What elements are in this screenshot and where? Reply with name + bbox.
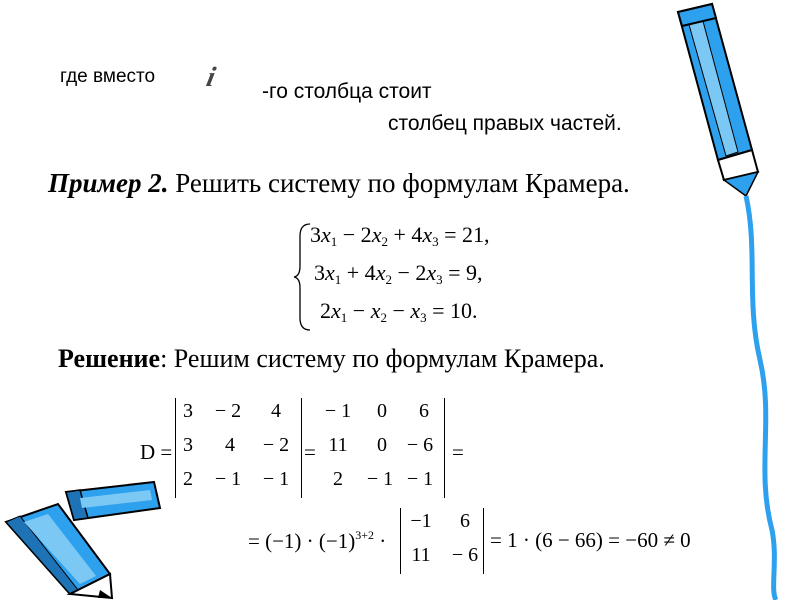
m1-cell: 3 bbox=[183, 400, 193, 422]
example-heading bbox=[48, 168, 630, 199]
equals-sign: = bbox=[304, 440, 316, 464]
m1-cell: 3 bbox=[183, 434, 193, 456]
solution-heading bbox=[58, 344, 605, 374]
equation-2: $3x_1 + 4x_2 - 2x_3 = 9$, bbox=[314, 260, 483, 287]
equation-3: $2x_1 - x_2 - x_3 = 10$. bbox=[320, 298, 478, 325]
equals-sign-2: = bbox=[452, 440, 464, 464]
intro-line2: столбец правых частей. bbox=[388, 112, 622, 135]
m1-cell: − 2 bbox=[214, 400, 242, 422]
example-text: Решить систему по формулам Крамера. bbox=[168, 168, 630, 198]
m3-cell: −1 bbox=[410, 510, 432, 532]
m2-cell: − 1 bbox=[366, 468, 394, 490]
intro-line1-part1: где вместо bbox=[60, 66, 156, 87]
solution-text: : Решим систему по формулам Крамера. bbox=[160, 344, 605, 373]
m1-cell: − 1 bbox=[214, 468, 242, 490]
m2-cell: 0 bbox=[377, 434, 387, 456]
m3-cell: − 6 bbox=[451, 544, 479, 566]
equation-1: $3x_1 - 2x_2 + 4x_3 = 21$, bbox=[310, 222, 490, 249]
m2-cell: 2 bbox=[333, 468, 343, 490]
m2-cell: 6 bbox=[419, 400, 429, 422]
m2-cell: − 6 bbox=[406, 434, 434, 456]
matrix-1 bbox=[175, 398, 302, 498]
m2-cell: 0 bbox=[377, 400, 387, 422]
solution-label: Решение bbox=[58, 344, 161, 373]
m2-cell: 11 bbox=[328, 434, 348, 456]
pencil-icon bbox=[660, 0, 800, 600]
line2-suffix: = 1 · (6 − 66) = −60 ≠ 0 bbox=[490, 528, 691, 552]
m3-cell: 11 bbox=[411, 544, 431, 566]
m1-cell: − 1 bbox=[262, 468, 290, 490]
m1-cell: 4 bbox=[225, 434, 235, 456]
m1-cell: 2 bbox=[183, 468, 193, 490]
m2-cell: − 1 bbox=[406, 468, 434, 490]
determinant-label: D = bbox=[140, 440, 173, 464]
m2-cell: − 1 bbox=[324, 400, 352, 422]
intro-line1-part2: -го столбца стоит bbox=[262, 80, 432, 103]
m3-cell: 6 bbox=[460, 510, 470, 532]
index-symbol: i bbox=[203, 62, 219, 93]
matrix-2 bbox=[318, 398, 445, 498]
pencils-icon bbox=[0, 478, 170, 600]
example-label: Пример 2. bbox=[48, 168, 169, 198]
m1-cell: 4 bbox=[271, 400, 281, 422]
matrix-3 bbox=[400, 508, 484, 574]
m1-cell: − 2 bbox=[262, 434, 290, 456]
line2-prefix: = $(-1) \cdot (-1)^{3+2}$ · bbox=[248, 528, 387, 553]
